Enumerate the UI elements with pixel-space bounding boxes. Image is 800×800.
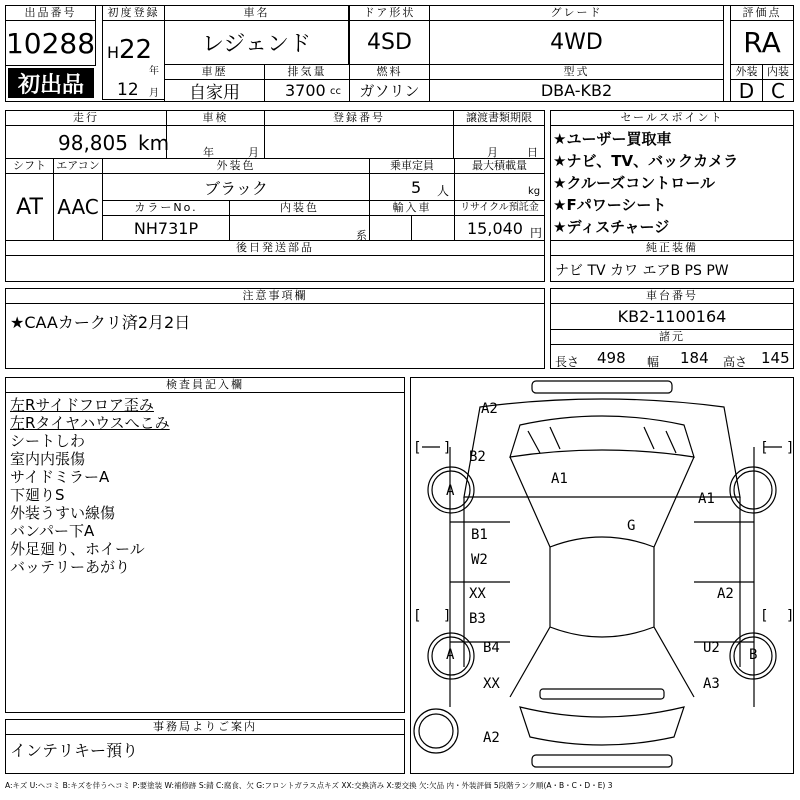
plate-label: 登録番号 [264, 110, 454, 126]
chassis-number: KB2-1100164 [550, 303, 794, 330]
history-label: 車歴 [164, 64, 265, 80]
yen-unit: 円 [530, 226, 543, 240]
displacement-label: 排気量 [264, 64, 350, 80]
int-color-unit: 系 [356, 229, 367, 242]
color-no-value: NH731P [102, 215, 230, 241]
plate-cell [264, 125, 454, 159]
sales-point: ★クルーズコントロール [553, 174, 715, 192]
recycle-label: リサイクル預託金 [454, 200, 545, 216]
damage-mark: A [446, 647, 455, 663]
door-value: 4SD [349, 20, 430, 65]
later-parts-label: 後日発送部品 [5, 240, 545, 256]
damage-mark: XX [469, 586, 486, 602]
damage-mark: U2 [703, 640, 720, 656]
mileage-value: 98,805 [58, 131, 128, 155]
sales-point: ★ナビ、TV、バックカメラ [553, 152, 739, 170]
inspection-label: 車検 [166, 110, 265, 126]
model-value: DBA-KB2 [429, 79, 724, 102]
inspector-line: シートしわ [10, 432, 86, 450]
mileage-label: 走行 [5, 110, 167, 126]
inspector-line: 外装うすい線傷 [10, 504, 116, 522]
reg-month: 12 [117, 80, 139, 100]
inspector-line: 左Rサイドフロア歪み [10, 396, 154, 414]
transfer-day-unit: 日 [527, 146, 538, 159]
fuel-label: 燃料 [349, 64, 430, 80]
sales-point: ★ディスチャージ [553, 218, 670, 236]
capacity-label: 乗車定員 [369, 158, 455, 174]
inspection-year-unit: 年 [203, 146, 214, 159]
reg-era: H [107, 43, 120, 62]
reg-year-unit: 年 [149, 66, 159, 77]
car-name-label: 車名 [164, 5, 349, 21]
sales-point: ★Fパワーシート [553, 196, 667, 214]
inspector-line: 左Rタイヤハウスへこみ [10, 414, 170, 432]
damage-mark: XX [483, 676, 500, 692]
int-color-label: 内装色 [229, 200, 370, 216]
inspector-line: 室内内張傷 [10, 450, 86, 468]
car-diagram-drawing [410, 377, 794, 774]
later-parts-cell [5, 255, 545, 282]
lot-number: 10288 [5, 20, 96, 66]
width-label: 幅 [647, 355, 660, 369]
score-label: 評価点 [730, 5, 794, 21]
ac-value: AAC [53, 173, 103, 241]
legend: A:キズ U:ヘコミ B:キズを伴うヘコミ P:要塗装 W:補修跡 S:錆 C:腐食、欠 G:フロントガラス点キズ XX:交換済み X:要交換 欠:欠品 内・外装評価 5段階ランク順(A・B・C・D・E) 3 [5, 781, 613, 790]
import-cell-2 [411, 215, 455, 241]
ext-grade: D [730, 79, 763, 102]
damage-mark: B4 [483, 640, 500, 656]
displacement-value: 3700 [285, 81, 326, 100]
import-label: 輸入車 [369, 200, 455, 216]
chassis-title: 車台番号 [550, 288, 794, 304]
inspector-title: 検査員記入欄 [5, 377, 405, 393]
grade-value: 4WD [429, 20, 724, 65]
int-color-cell [229, 215, 370, 241]
dims-cell [550, 344, 794, 369]
grade-label: グレード [429, 5, 724, 21]
damage-mark: B1 [471, 527, 488, 543]
import-cell-1 [369, 215, 412, 241]
bracket-mark: ] [443, 608, 452, 624]
sales-title: セールスポイント [550, 110, 794, 126]
damage-mark: B2 [469, 449, 486, 465]
inspector-line: バンパー下A [10, 522, 95, 540]
height-value: 145 [761, 349, 790, 367]
notes-title: 注意事項欄 [5, 288, 545, 304]
reg-month-unit: 月 [149, 88, 159, 99]
kg-unit: kg [528, 186, 541, 197]
inspector-line: サイドミラーA [10, 468, 110, 486]
color-label: 外装色 [102, 158, 370, 174]
damage-mark: A3 [703, 676, 720, 692]
int-grade: C [762, 79, 794, 102]
bracket-mark: [ [760, 440, 769, 456]
damage-mark: A1 [698, 491, 715, 507]
notes-text: ★CAAカークリ済2月2日 [10, 313, 191, 332]
transfer-month-unit: 月 [487, 146, 498, 159]
shift-label: シフト [5, 158, 54, 174]
equip-value: ナビ TV カワ エアB PS PW [555, 263, 729, 279]
damage-mark: B [749, 647, 758, 663]
transfer-label: 譲渡書類期限 [453, 110, 545, 126]
damage-mark: A2 [717, 586, 734, 602]
damage-mark: W2 [471, 552, 488, 568]
km-unit: km [138, 131, 170, 155]
color-value: ブラック [102, 173, 370, 201]
inspector-line: バッテリーあがり [10, 558, 131, 576]
damage-mark: A2 [483, 730, 500, 746]
bracket-mark: ] [786, 440, 795, 456]
width-value: 184 [680, 349, 709, 367]
ext-label: 外装 [730, 64, 763, 80]
model-label: 型式 [429, 64, 724, 80]
capacity-value: 5 [411, 178, 422, 197]
max-load-label: 最大積載量 [454, 158, 545, 174]
bracket-mark: ] [786, 608, 795, 624]
reg-year: 22 [119, 35, 153, 65]
damage-mark: G [627, 518, 636, 534]
office-text: インテリキー預り [10, 741, 139, 760]
inspector-lines [10, 396, 170, 576]
person-unit: 人 [437, 184, 450, 198]
score-value: RA [730, 20, 794, 65]
sales-point: ★ユーザー買取車 [553, 130, 672, 148]
bracket-mark: [ [760, 608, 769, 624]
int-label: 内装 [762, 64, 794, 80]
shift-value: AT [5, 173, 54, 241]
door-label: ドア形状 [349, 5, 430, 21]
office-title: 事務局よりご案内 [5, 719, 405, 735]
car-name: レジェンド [164, 20, 349, 65]
bracket-mark: ] [443, 440, 452, 456]
lot-label: 出品番号 [5, 5, 96, 21]
fuel-value: ガソリン [349, 79, 430, 102]
reg-label: 初度登録 [102, 5, 165, 21]
damage-mark: A [446, 483, 455, 499]
height-label: 高さ [723, 355, 748, 369]
inspection-month-unit: 月 [248, 146, 259, 159]
inspector-line: 下廻りS [10, 486, 65, 504]
first-listing-badge: 初出品 [8, 68, 94, 98]
ac-label: エアコン [53, 158, 103, 174]
bracket-mark: [ [413, 440, 422, 456]
bracket-mark: [ [413, 608, 422, 624]
equip-title: 純正装備 [550, 240, 794, 256]
damage-mark: A2 [481, 401, 498, 417]
length-value: 498 [597, 349, 626, 367]
inspector-line: 外足廻り、ホイール [10, 540, 145, 558]
color-no-label: カラーNo. [102, 200, 230, 216]
sales-points [553, 130, 738, 240]
dims-title: 諸元 [550, 329, 794, 345]
damage-mark: A1 [551, 471, 568, 487]
cc-unit: cc [330, 86, 341, 97]
length-label: 長さ [555, 355, 580, 369]
recycle-value: 15,040 [467, 219, 523, 238]
history-value: 自家用 [164, 79, 265, 102]
damage-mark: B3 [469, 611, 486, 627]
